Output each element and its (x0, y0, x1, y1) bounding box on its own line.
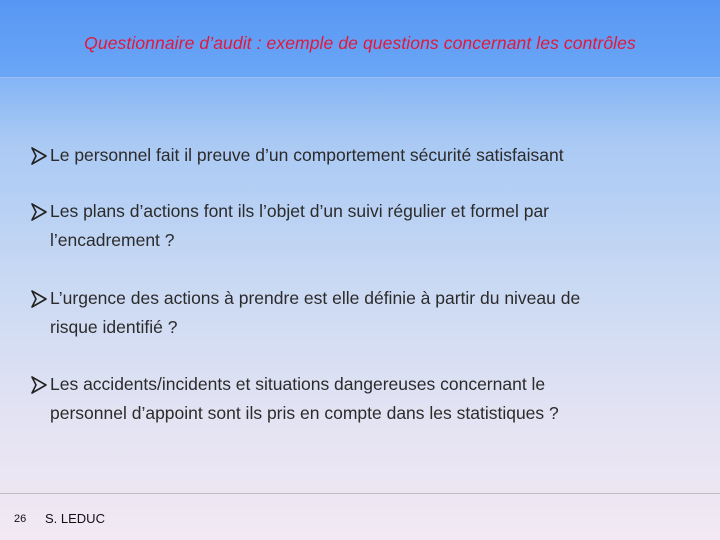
bullet-item (30, 197, 690, 255)
bullet-text-line: Le personnel fait il preuve d’un comportement sécurité satisfaisant (50, 145, 564, 165)
arrow-bullet-icon (30, 290, 48, 308)
slide-title: Questionnaire d’audit : exemple de questions concernant les contrôles (84, 33, 636, 53)
bullet-item (30, 284, 690, 342)
arrow-bullet-icon (30, 147, 48, 165)
footer-author: S. LEDUC (45, 511, 105, 526)
bullet-item (30, 141, 690, 170)
bullet-text-line: personnel d’appoint sont ils pris en compte dans les statistiques ? (50, 403, 559, 423)
footer-divider (0, 493, 720, 494)
bullet-text-line: Les plans d’actions font ils l’objet d’un suivi régulier et formel par (50, 201, 550, 221)
arrow-bullet-icon (30, 203, 48, 221)
page-number: 26 (14, 513, 27, 525)
bullet-text-line: L’urgence des actions à prendre est elle définie à partir du niveau de (50, 288, 581, 308)
bullet-text-line: l’encadrement ? (50, 230, 175, 250)
bullet-item (30, 370, 690, 428)
arrow-bullet-icon (30, 376, 48, 394)
bullet-text-line: Les accidents/incidents et situations dangereuses concernant le (50, 374, 546, 394)
bullet-text-line: risque identifié ? (50, 317, 178, 337)
